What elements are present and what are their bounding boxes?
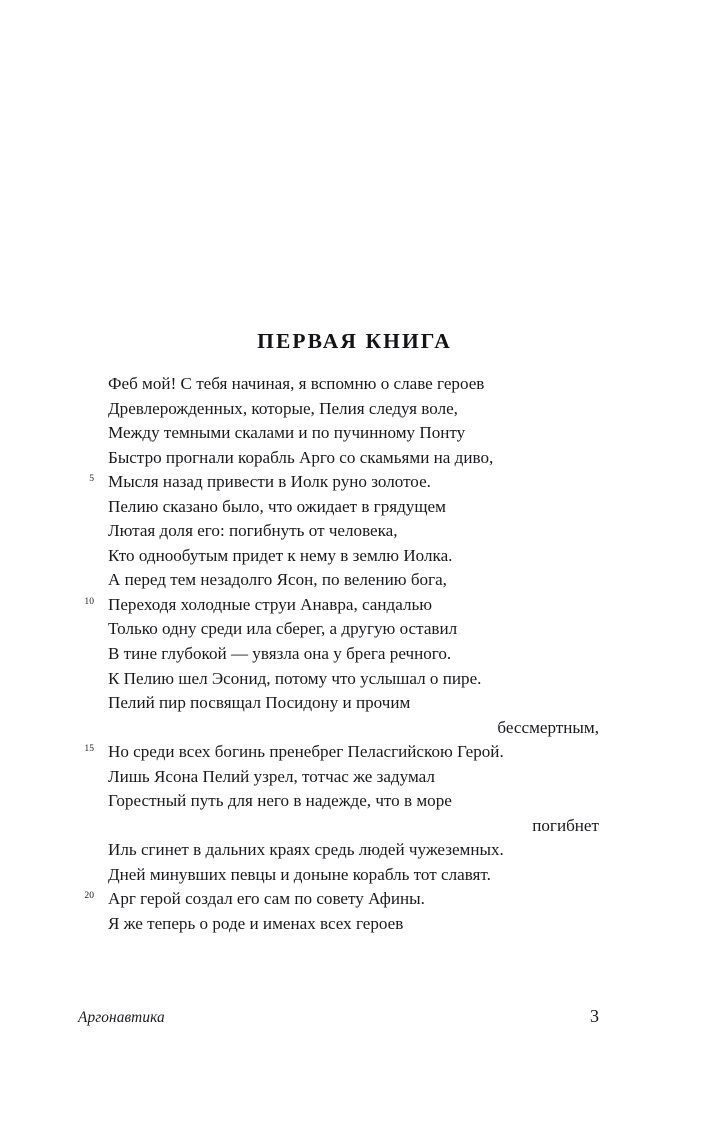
- verse-line-number: 10: [84, 595, 94, 607]
- verse-line-number: 15: [84, 743, 94, 755]
- verse-line: [78, 642, 599, 667]
- verse-line-text: Переходя холодные струи Анавра, сандалью: [108, 594, 433, 614]
- verse-line-text: Феб мой! С тебя начиная, я вспомню о славе героев: [108, 374, 485, 393]
- verse-line: [78, 617, 599, 642]
- verse-line: [78, 912, 599, 937]
- verse-line: [78, 814, 599, 839]
- verse-line-text: бессмертным,: [497, 717, 599, 737]
- verse-line-text: Лишь Ясона Пелий узрел, тотчас же задумал: [108, 766, 435, 786]
- verse-line-text: Кто однообутым придет к нему в землю Иолка.: [108, 545, 453, 565]
- verse-line: [78, 421, 599, 446]
- verse-line-text: погибнет: [532, 815, 599, 835]
- verse-line: [78, 667, 599, 692]
- verse-block: [78, 372, 599, 937]
- verse-line-text: Иль сгинет в дальних краях средь людей чужеземных.: [108, 840, 504, 860]
- verse-line: [78, 372, 599, 397]
- verse-line: [78, 519, 599, 544]
- verse-line-text: Лютая доля его: погибнуть от человека,: [108, 521, 398, 541]
- verse-line-text: Горестный путь для него в надежде, что в море: [108, 791, 452, 811]
- verse-line-text: Я же теперь о роде и именах всех героев: [108, 914, 404, 934]
- verse-line-text: Между темными скалами и по пучинному Понту: [108, 423, 466, 443]
- verse-line: [78, 470, 599, 495]
- verse-line: [78, 716, 599, 741]
- verse-line: [78, 838, 599, 863]
- page-footer: [78, 1006, 599, 1030]
- verse-line: [78, 691, 599, 716]
- verse-line: [78, 544, 599, 569]
- verse-line: [78, 765, 599, 790]
- verse-line-text: К Пелию шел Эсонид, потому что услышал о пире.: [108, 668, 482, 688]
- verse-line: [78, 593, 599, 618]
- verse-line-text: А перед тем незадолго Ясон, по велению бога,: [108, 570, 447, 590]
- verse-line: [78, 863, 599, 888]
- verse-line-text: Только одну среди ила сберег, а другую оставил: [108, 619, 458, 639]
- verse-line: [78, 495, 599, 520]
- verse-line-text: Древлерожденных, которые, Пелия следуя воле,: [108, 398, 458, 418]
- verse-line-text: Быстро прогнали корабль Арго со скамьями на диво,: [108, 447, 494, 467]
- verse-line-text: Но среди всех богинь пренебрег Пеласгийскою Герой.: [108, 742, 504, 762]
- verse-line: [78, 446, 599, 471]
- verse-line: [78, 789, 599, 814]
- verse-line: [78, 887, 599, 912]
- verse-line-number: 20: [84, 890, 94, 902]
- verse-line-text: Пелию сказано было, что ожидает в грядущем: [108, 496, 446, 516]
- verse-line-text: Арг герой создал его сам по совету Афины.: [108, 889, 425, 909]
- verse-line: [78, 397, 599, 422]
- verse-line: [78, 568, 599, 593]
- verse-line: [78, 740, 599, 765]
- verse-line-text: Мысля назад привести в Иолк руно золотое.: [108, 472, 431, 492]
- verse-line-text: Дней минувших певцы и доныне корабль тот славят.: [108, 864, 491, 884]
- verse-line-number: 5: [89, 473, 94, 485]
- page-title: ПЕРВАЯ КНИГА: [257, 329, 452, 354]
- verse-line-text: Пелий пир посвящал Посидону и прочим: [108, 693, 411, 713]
- running-title: Аргонавтика: [78, 1009, 165, 1026]
- page-number: 3: [590, 1006, 599, 1026]
- verse-line-text: В тине глубокой — увязла она у брега речного.: [108, 644, 452, 664]
